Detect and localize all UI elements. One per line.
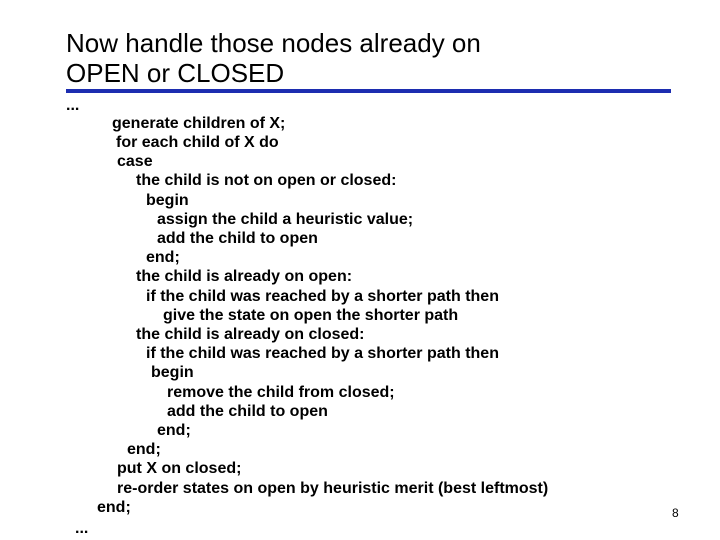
code-line: put X on closed;: [117, 460, 242, 477]
title-line-2: OPEN or CLOSED: [66, 58, 285, 88]
code-line: give the state on open the shorter path: [163, 307, 459, 324]
slide-title: [66, 28, 481, 88]
code-line: end;: [97, 499, 131, 516]
code-line: end;: [146, 249, 180, 266]
code-line: add the child to open: [167, 403, 328, 420]
code-line: the child is already on closed:: [136, 326, 365, 343]
title-line-1: Now handle those nodes already on: [66, 28, 481, 58]
code-line: end;: [157, 422, 191, 439]
ellipsis-top: ...: [66, 97, 80, 114]
slide-number: 8: [672, 506, 679, 520]
ellipsis-bottom: ...: [75, 520, 89, 537]
code-line: re-order states on open by heuristic merit (best leftmost): [117, 480, 549, 497]
code-line: begin: [146, 192, 189, 209]
code-line: generate children of X;: [112, 115, 286, 132]
code-line: end;: [127, 441, 161, 458]
code-line: the child is already on open:: [136, 268, 353, 285]
code-line: case: [117, 153, 153, 170]
code-line: for each child of X do: [116, 134, 279, 151]
code-line: begin: [151, 364, 194, 381]
code-line: add the child to open: [157, 230, 318, 247]
code-line: assign the child a heuristic value;: [157, 211, 414, 228]
code-line: if the child was reached by a shorter path then: [146, 288, 499, 305]
title-underline: [66, 89, 671, 93]
code-line: the child is not on open or closed:: [136, 172, 397, 189]
code-line: if the child was reached by a shorter path then: [146, 345, 499, 362]
code-line: remove the child from closed;: [167, 384, 395, 401]
